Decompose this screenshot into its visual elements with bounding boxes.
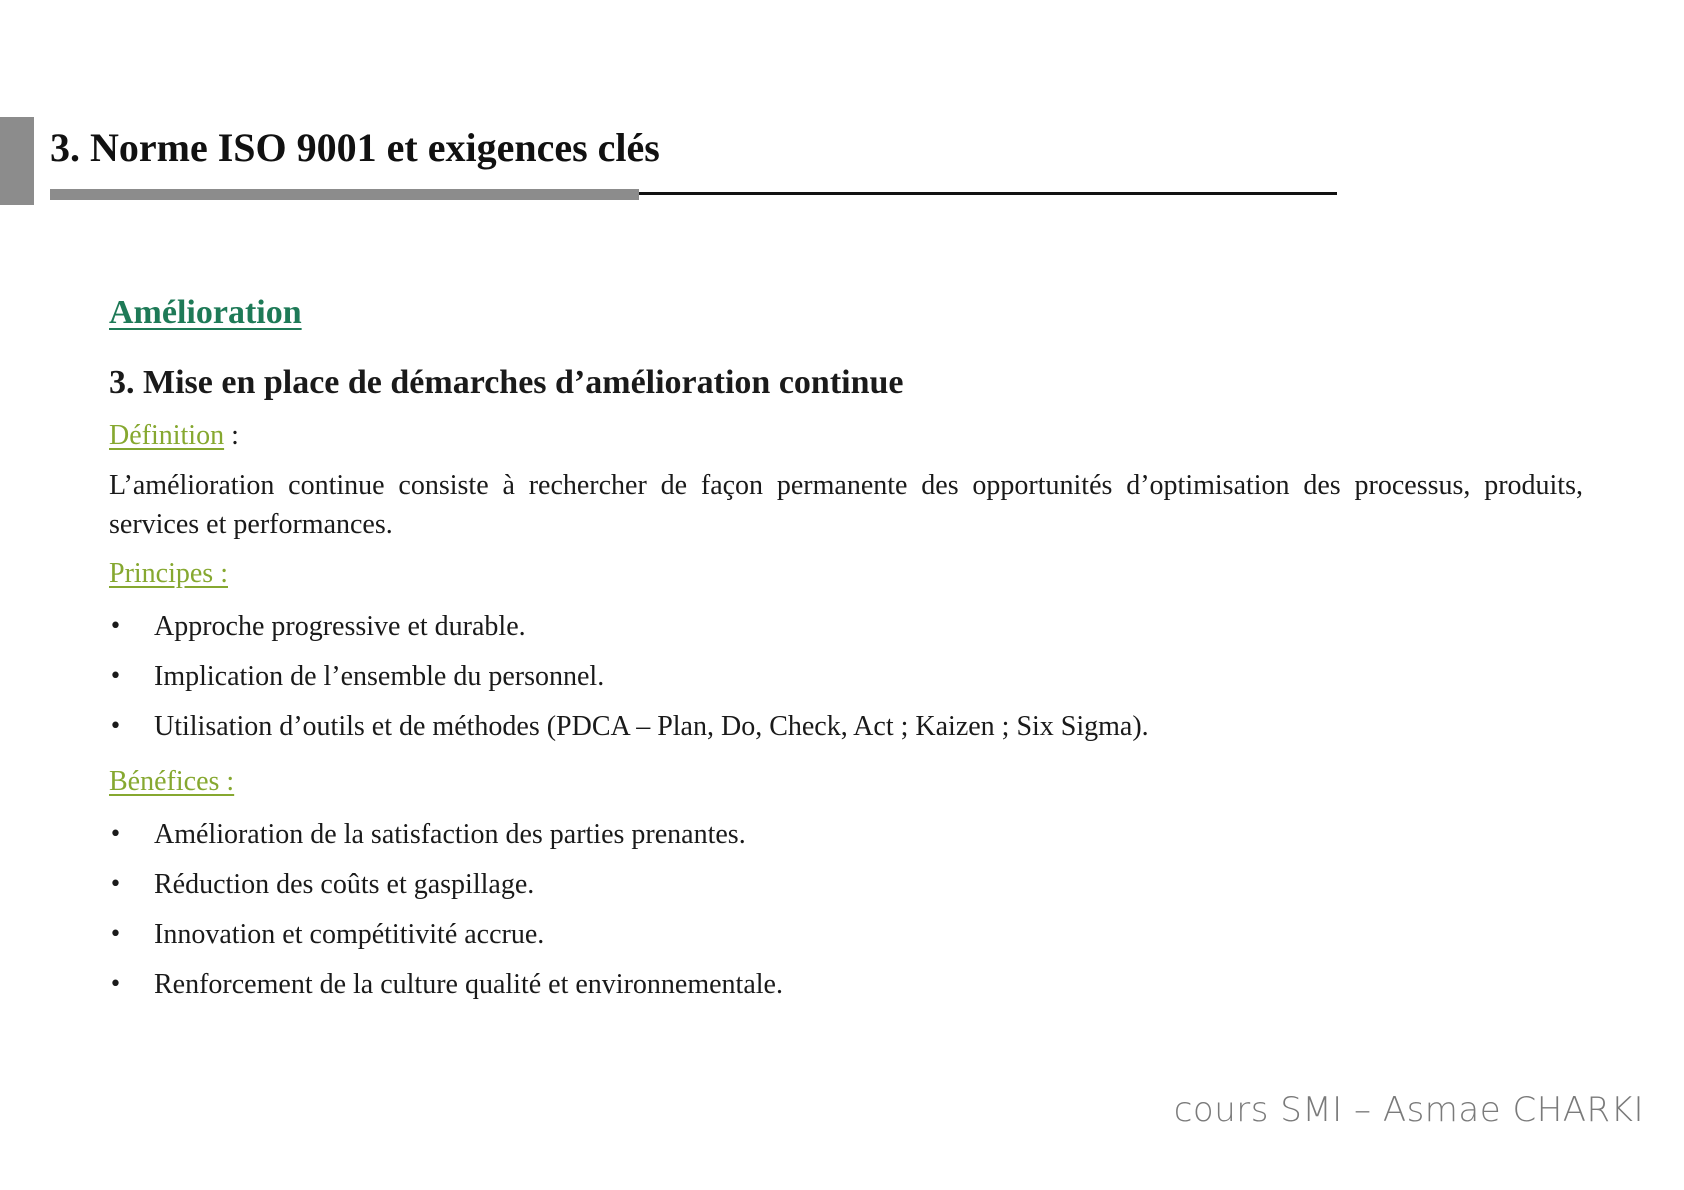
bullet-icon: • [109,664,122,689]
sub-heading: 3. Mise en place de démarches d’amélioration continue [109,364,904,401]
list-item-text: Innovation et compétitivité accrue. [154,919,545,950]
benefits-list [109,810,1583,1010]
list-item [109,960,1583,1010]
list-item [109,910,1583,960]
list-item-text: Réduction des coûts et gaspillage. [154,869,535,900]
definition-label: Définition [109,420,225,451]
title-underline-thick [50,189,639,200]
list-item [109,652,1583,702]
list-item [109,810,1583,860]
list-item [109,702,1583,752]
list-item [109,860,1583,910]
benefits-label: Bénéfices : [109,766,235,797]
principles-label: Principes : [109,558,228,589]
bullet-icon: • [109,614,122,639]
list-item-text: Implication de l’ensemble du personnel. [154,661,605,692]
slide-title: 3. Norme ISO 9001 et exigences clés [50,125,660,170]
bullet-icon: • [109,822,122,847]
definition-label-suffix: : [224,420,239,451]
bullet-icon: • [109,872,122,897]
slide-content [109,290,1583,1010]
title-underline-thin [639,192,1337,195]
principles-list [109,602,1583,752]
list-item-text: Utilisation d’outils et de méthodes (PDCA – Plan, Do, Check, Act ; Kaizen ; Six Sigma). [154,711,1149,742]
bullet-icon: • [109,972,122,997]
title-side-tab [0,117,34,205]
section-heading: Amélioration [109,294,302,331]
bullet-icon: • [109,714,122,739]
list-item [109,602,1583,652]
list-item-text: Amélioration de la satisfaction des parties prenantes. [154,819,746,850]
footer-credit: cours SMI – Asmae CHARKI [1173,1090,1644,1130]
list-item-text: Renforcement de la culture qualité et environnementale. [154,969,783,1000]
bullet-icon: • [109,922,122,947]
principles-label-line [109,554,1583,594]
definition-text: L’amélioration continue consiste à rechercher de façon permanente des opportunités d’optimisation des processus, produits, services et performances. [109,470,1583,540]
definition-label-line [109,416,1583,456]
benefits-label-line [109,762,1583,802]
list-item-text: Approche progressive et durable. [154,611,526,642]
